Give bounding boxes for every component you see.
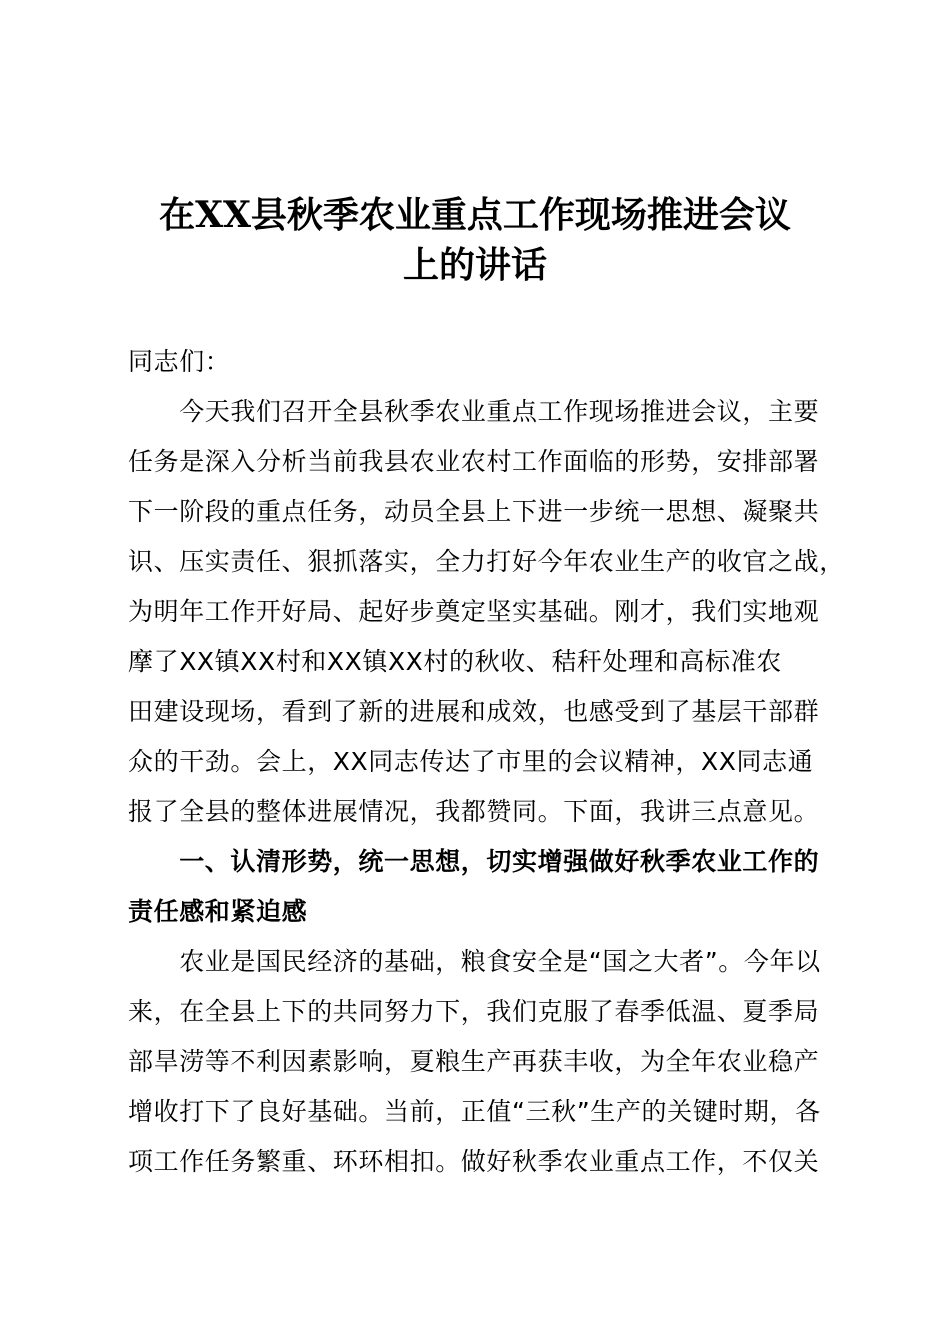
section-heading-line: 一、认清形势，统一思想，切实增强做好秋季农业工作的 — [128, 847, 820, 876]
paragraph-line: 农业是国民经济的基础，粮食安全是“国之大者”。今年以 — [128, 947, 821, 976]
paragraph-line: 众的干劲。会上，XX同志传达了市里的会议精神，XX同志通 — [128, 747, 814, 776]
document-title-line-2: 上的讲话 — [402, 244, 547, 286]
document-title-line-1: 在XX县秋季农业重点工作现场推进会议 — [159, 194, 791, 236]
paragraph-line: 增收打下了良好基础。当前，正值“三秋”生产的关键时期，各 — [128, 1097, 821, 1126]
paragraph-line: 识、压实责任、狠抓落实，全力打好今年农业生产的收官之战， — [128, 547, 845, 576]
paragraph-line: 为明年工作开好局、起好步奠定坚实基础。刚才，我们实地观 — [128, 597, 820, 626]
paragraph-line: 摩了XX镇XX村和XX镇XX村的秋收、秸秆处理和高标准农 — [128, 647, 782, 676]
paragraph-line: 部旱涝等不利因素影响，夏粮生产再获丰收，为全年农业稳产 — [128, 1047, 820, 1076]
paragraph-line: 今天我们召开全县秋季农业重点工作现场推进会议，主要 — [128, 397, 820, 426]
paragraph-line: 报了全县的整体进展情况，我都赞同。下面，我讲三点意见。 — [128, 797, 820, 826]
salutation: 同志们： — [128, 347, 231, 376]
paragraph-line: 项工作任务繁重、环环相扣。做好秋季农业重点工作，不仅关 — [128, 1147, 820, 1176]
paragraph-line: 来，在全县上下的共同努力下，我们克服了春季低温、夏季局 — [128, 997, 820, 1026]
paragraph-line: 下一阶段的重点任务，动员全县上下进一步统一思想、凝聚共 — [128, 497, 820, 526]
paragraph-line: 任务是深入分析当前我县农业农村工作面临的形势，安排部署 — [128, 447, 820, 476]
paragraph-line: 田建设现场，看到了新的进展和成效，也感受到了基层干部群 — [128, 697, 820, 726]
section-heading-line: 责任感和紧迫感 — [128, 897, 308, 926]
